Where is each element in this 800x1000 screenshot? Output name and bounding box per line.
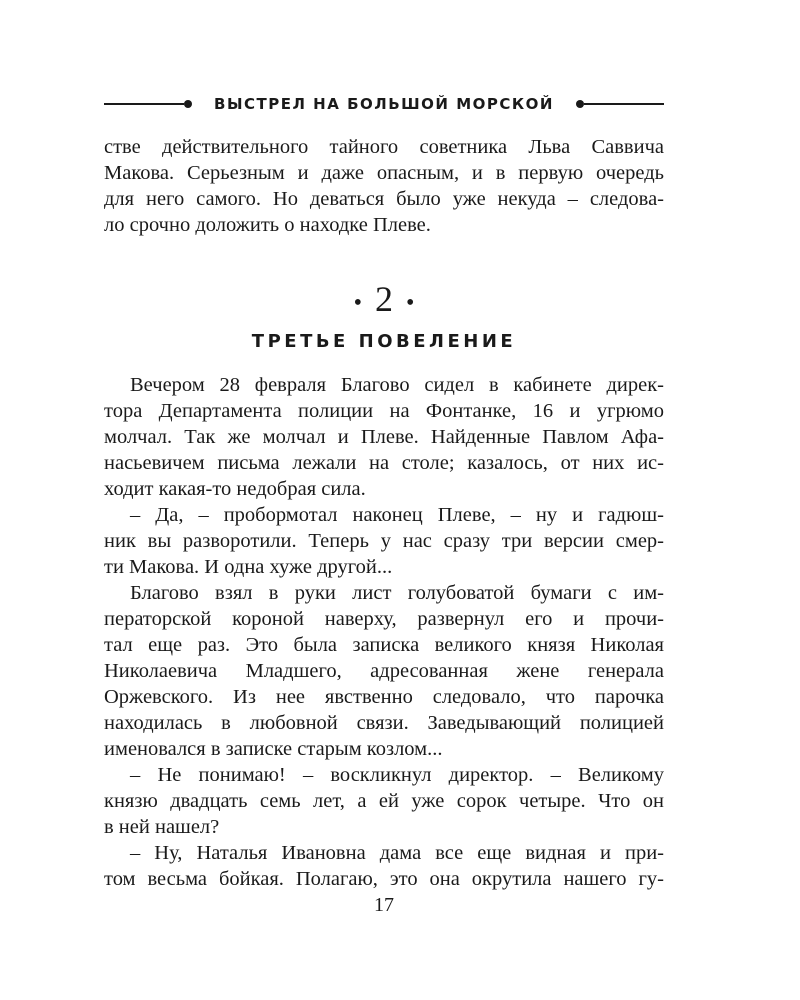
- text-line: Оржевского. Из нее явственно следовало, что парочка: [104, 686, 664, 708]
- running-head-title: ВЫСТРЕЛ НА БОЛЬШОЙ МОРСКОЙ: [214, 95, 554, 113]
- text-line: для него самого. Но деваться было уже некуда – следова-: [104, 188, 664, 210]
- text-line: Благово взял в руки лист голубоватой бумаги с им-: [130, 582, 664, 604]
- text-line: Николаевича Младшего, адресованная жене генерала: [104, 660, 664, 682]
- text-line: – Да, – пробормотал наконец Плеве, – ну и гадюш-: [130, 504, 664, 526]
- running-head: [104, 90, 664, 118]
- text-line: Вечером 28 февраля Благово сидел в кабинете дирек-: [130, 374, 664, 396]
- chapter-body: [104, 372, 664, 892]
- chapter-title: ТРЕТЬЕ ПОВЕЛЕНИЕ: [251, 331, 517, 352]
- chapter-bullet-left: •: [353, 289, 362, 316]
- text-line: Макова. Серьезным и даже опасным, и в первую очередь: [104, 162, 664, 184]
- text-line: стве действительного тайного советника Льва Саввича: [104, 136, 664, 158]
- text-line: тора Департамента полиции на Фонтанке, 16 и угрюмо: [104, 400, 664, 422]
- running-head-dot-left: [184, 100, 192, 108]
- text-line: том весьма бойкая. Полагаю, это она окрутила нашего гу-: [104, 868, 664, 890]
- running-head-rule-right: [584, 103, 664, 105]
- text-line: – Не понимаю! – воскликнул директор. – Великому: [130, 764, 664, 786]
- text-line: именовался в записке старым козлом...: [104, 738, 443, 760]
- running-head-dot-right: [576, 100, 584, 108]
- text-line: молчал. Так же молчал и Плеве. Найденные Павлом Афа-: [104, 426, 664, 448]
- text-line: ник вы разворотили. Теперь у нас сразу три версии смер-: [104, 530, 664, 552]
- chapter-number: [104, 277, 664, 325]
- text-line: ходит какая-то недобрая сила.: [104, 478, 366, 500]
- chapter-number-value: 2: [375, 279, 393, 319]
- text-line: находилась в любовной связи. Заведывающий полицией: [104, 712, 664, 734]
- text-line: насьевичем письма лежали на столе; казалось, от них ис-: [104, 452, 664, 474]
- continued-paragraph: [104, 134, 664, 238]
- text-line: – Ну, Наталья Ивановна дама все еще видная и при-: [130, 842, 664, 864]
- page-number: 17: [374, 894, 394, 916]
- text-line: ло срочно доложить о находке Плеве.: [104, 214, 431, 236]
- text-line: тал еще раз. Это была записка великого князя Николая: [104, 634, 664, 656]
- text-line: ти Макова. И одна хуже другой...: [104, 556, 393, 578]
- text-line: ператорской короной наверху, развернул его и прочи-: [104, 608, 664, 630]
- chapter-bullet-right: •: [406, 289, 415, 316]
- text-line: в ней нашел?: [104, 816, 220, 838]
- running-head-rule-left: [104, 103, 184, 105]
- text-line: князю двадцать семь лет, а ей уже сорок четыре. Что он: [104, 790, 664, 812]
